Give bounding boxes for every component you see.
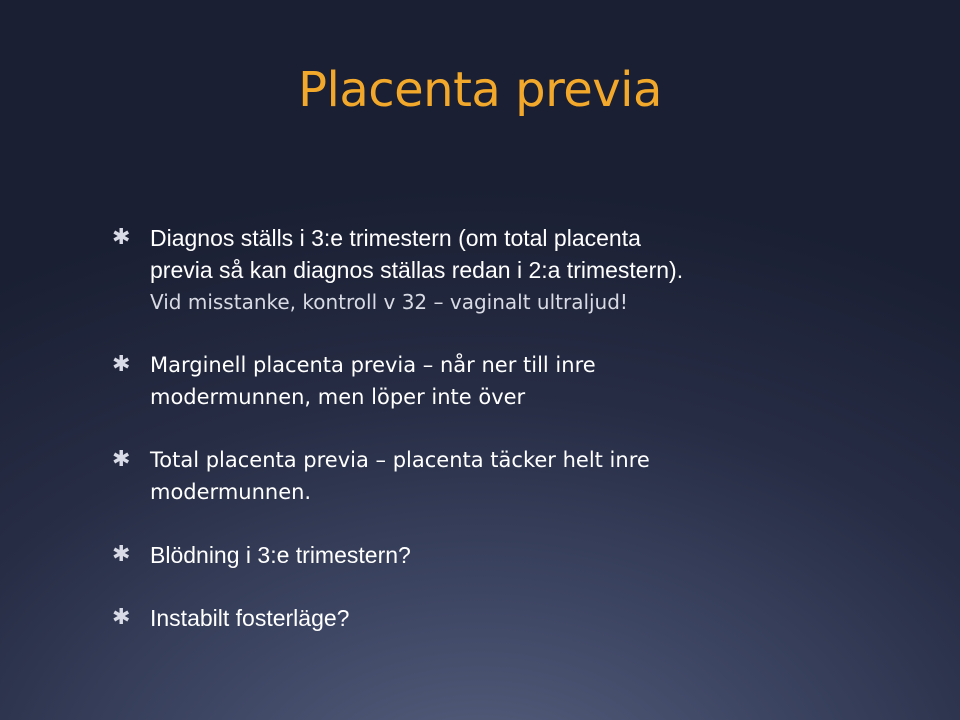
bullet-item — [112, 539, 812, 571]
bullet-line: Marginell placenta previa – når ner till inre — [150, 353, 596, 377]
asterisk-bullet-icon: ✱ — [112, 605, 131, 630]
bullet-line: Diagnos ställs i 3:e trimestern (om total placenta — [150, 225, 641, 251]
bullet-line: previa så kan diagnos ställas redan i 2:a trimestern). — [150, 257, 684, 283]
bullet-item — [112, 602, 812, 634]
bullet-line: Instabilt fosterläge? — [150, 605, 350, 631]
asterisk-bullet-icon: ✱ — [112, 225, 131, 250]
bullet-line: modermunnen, men löper inte över — [150, 385, 526, 409]
bullet-item — [112, 222, 812, 318]
slide-title: Placenta previa — [298, 62, 662, 118]
bullet-item — [112, 349, 812, 413]
bullet-item — [112, 444, 812, 508]
bullet-line: Total placenta previa – placenta täcker helt inre — [150, 448, 650, 472]
asterisk-bullet-icon: ✱ — [112, 447, 131, 472]
bullet-line: Blödning i 3:e trimestern? — [150, 542, 411, 568]
bullet-line: Vid misstanke, kontroll v 32 – vaginalt ultraljud! — [150, 290, 628, 314]
bullet-line: modermunnen. — [150, 480, 312, 504]
asterisk-bullet-icon: ✱ — [112, 542, 131, 567]
asterisk-bullet-icon: ✱ — [112, 352, 131, 377]
bullet-list — [112, 222, 812, 665]
